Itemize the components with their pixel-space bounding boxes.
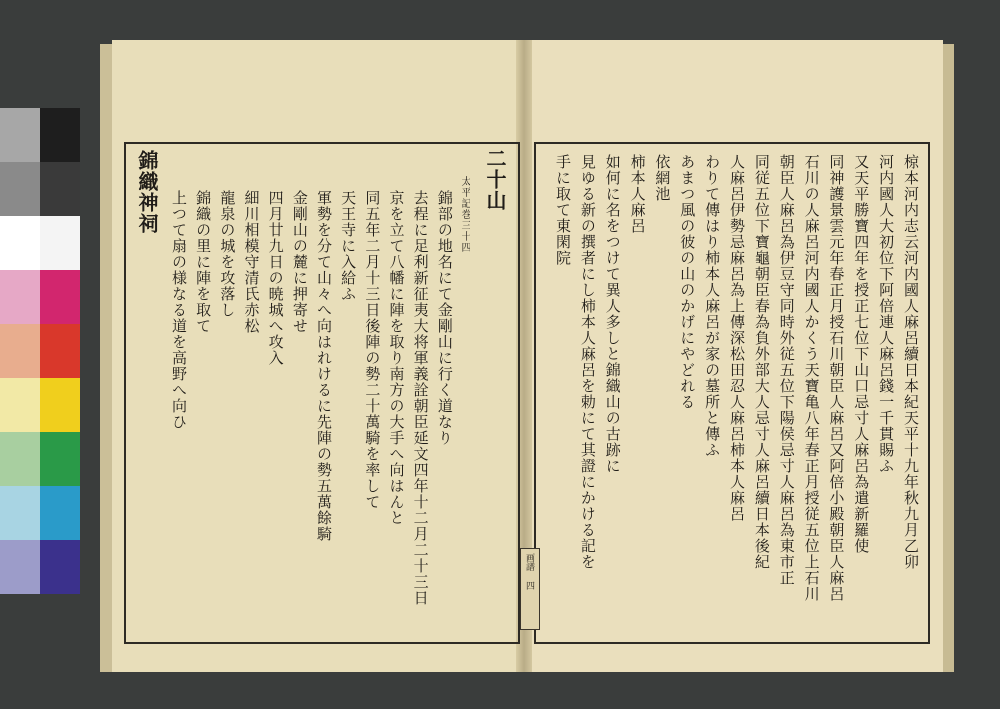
color-calibration-strip [0, 108, 80, 650]
right-text-column: 石川の人麻呂河内國人かくう天寶亀八年春正月授従五位上石川 [802, 154, 821, 602]
left-text-column: 同五年二月十三日後陣の勢二十萬騎を率して [363, 190, 382, 510]
left-title: 錦織神祠 [135, 150, 159, 234]
color-swatch [40, 324, 80, 378]
right-text-column: あまつ風の彼の山のかげにやどれる [678, 154, 697, 410]
left-text-column: 軍勢を分て山々へ向はれけるに先陣の勢五萬餘騎 [315, 190, 333, 542]
right-text-column: 椋本河内志云河内國人麻呂續日本紀天平十九年秋九月乙卯 [902, 154, 920, 570]
left-text-column: 太平記巻三十四 [459, 176, 470, 253]
left-text-column: 四月廿九日の暁城へ攻入 [266, 190, 285, 366]
left-text-column: 細川相模守清氏赤松 [242, 190, 261, 334]
page-tab-label: 画譜 四 [524, 553, 534, 590]
right-text-column: わりて傳はり柿本人麻呂が家の墓所と傳ふ [703, 154, 722, 458]
color-swatch [40, 432, 80, 486]
color-swatch [40, 216, 80, 270]
color-swatch [0, 432, 40, 486]
color-swatch [0, 216, 40, 270]
color-swatch [0, 162, 40, 216]
color-swatch [40, 162, 80, 216]
left-text-column: 錦部の地名にて金剛山に行く道なり [435, 190, 454, 446]
right-text-column: 朝臣人麻呂為伊豆守同時外従五位下陽侯忌寸人麻呂為東市正 [777, 154, 796, 586]
color-swatch [0, 270, 40, 324]
color-swatch [0, 540, 40, 594]
right-text-column: 同神護景雲元年春正月授石川朝臣人麻呂又阿倍小殿朝臣人麻呂 [827, 154, 846, 602]
color-swatch [40, 486, 80, 540]
right-text-column: 又天平勝寶四年を授正七位下山口忌寸人麻呂為遣新羅使 [852, 154, 871, 554]
color-swatch [0, 486, 40, 540]
right-text-column: 依網池 [653, 154, 672, 202]
color-swatch [40, 378, 80, 432]
left-heading: 二十山 [483, 148, 507, 211]
right-text-column: 同従五位下寶龜朝臣春為負外部大人忌寸人麻呂續日本後紀 [752, 154, 771, 570]
left-text-column: 去程に足利新征夷大将軍義詮朝臣延文四年十二月二十三日 [411, 190, 430, 606]
color-swatch [40, 108, 80, 162]
color-swatch [0, 108, 40, 162]
color-swatch [40, 270, 80, 324]
left-text-column: 京を立て八幡に陣を取り南方の大手へ向はんと [387, 190, 406, 526]
color-swatch [0, 324, 40, 378]
right-text-column: 人麻呂伊勢忌麻呂為上傳深松田忍人麻呂柿本人麻呂 [728, 154, 746, 522]
left-text-column: 龍泉の城を攻落し [218, 190, 237, 318]
page-tab [520, 548, 540, 630]
right-text-column: 見ゆる新の撰者にし柿本人麻呂を勅にて其證にかける記を [578, 154, 597, 570]
right-text-column: 手に取て東閑院 [554, 154, 572, 266]
color-swatch [40, 540, 80, 594]
left-text-column: 上つて扇の様なる道を高野へ向ひ [170, 190, 188, 430]
left-text-column: 天王寺に入給ふ [339, 190, 358, 302]
left-text-column: 金剛山の麓に押寄せ [290, 190, 309, 334]
right-text-column: 柿本人麻呂 [628, 154, 647, 234]
color-swatch [0, 378, 40, 432]
right-text-column: 河内國人大初位下阿倍連人麻呂錢一千貫賜ふ [877, 154, 896, 474]
left-text-column: 錦織の里に陣を取て [194, 190, 213, 334]
right-text-column: 如何に名をつけて異人多しと錦織山の古跡に [603, 154, 622, 474]
